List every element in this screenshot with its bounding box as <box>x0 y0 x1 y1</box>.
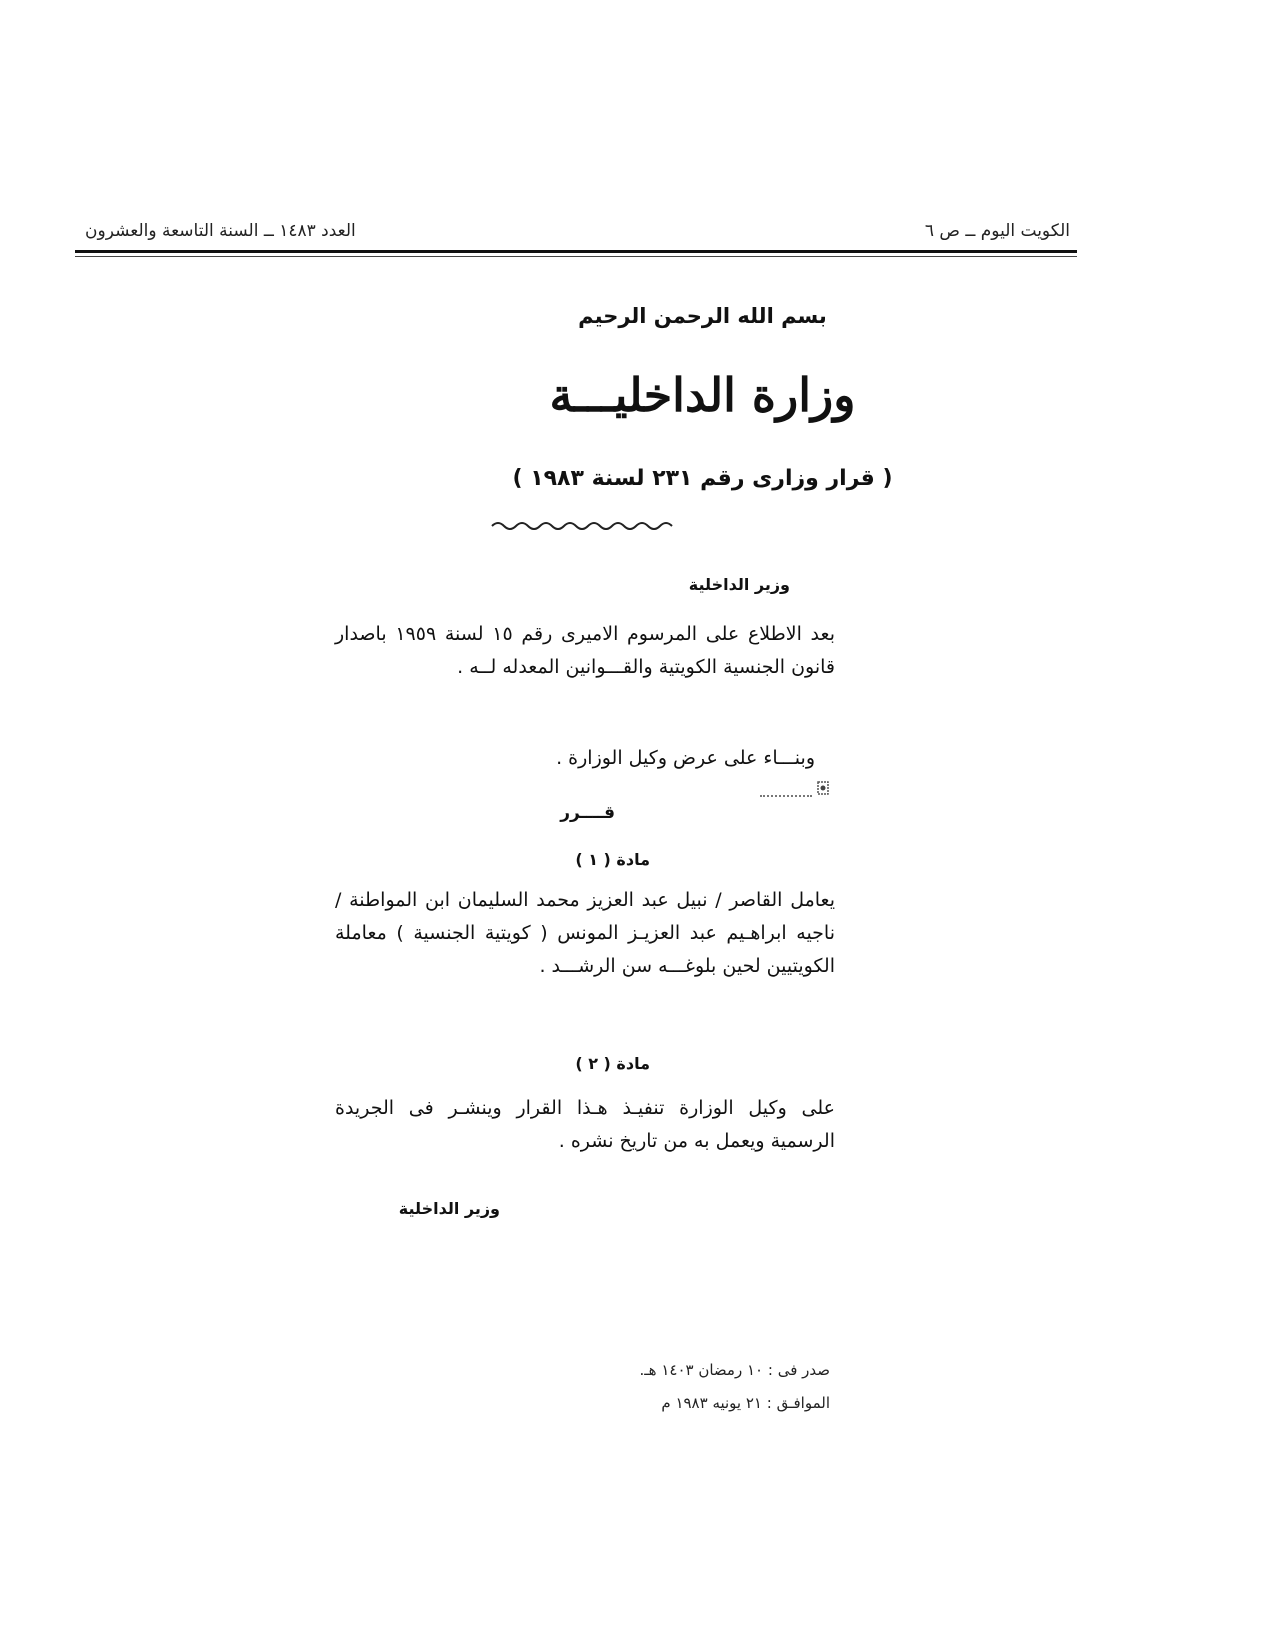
ornament-divider <box>490 520 675 530</box>
article-1-text: يعامل القاصر / نبيل عبد العزيز محمد السليمان ابن المواطنة / ناجيه ابراهـيم عبد العزيـز المونس ( كويتية الجنسية ) معاملة الكويتيين لحين بلوغـــه سن الرشـــد . <box>335 889 835 977</box>
issued-date: صدر فى : ١٠ رمضان ١٤٠٣ هـ. <box>639 1361 830 1379</box>
header-page-info: الكويت اليوم ــ ص ٦ <box>924 221 1070 241</box>
header-issue-info: العدد ١٤٨٣ ــ السنة التاسعة والعشرون <box>85 221 356 241</box>
decree-title: ( قرار وزارى رقم ٢٣١ لسنة ١٩٨٣ ) <box>512 466 893 491</box>
article-1-title: مادة ( ١ ) <box>575 850 650 869</box>
preamble-paragraph: بعد الاطلاع على المرسوم الاميرى رقم ١٥ لسنة ١٩٥٩ باصدار قانون الجنسية الكويتية والقـــوانين المعدله لــه . <box>335 623 835 678</box>
scan-artifact-dots <box>760 793 812 797</box>
basmala: بسم الله الرحمن الرحيم <box>578 304 827 328</box>
decided-heading: قــــرر <box>560 803 615 823</box>
signature-label: وزير الداخلية <box>398 1199 500 1218</box>
scan-artifact <box>817 780 829 794</box>
corresponding-date: الموافـق : ٢١ يونيه ١٩٨٣ م <box>661 1394 830 1412</box>
minister-heading: وزير الداخلية <box>688 575 790 594</box>
article-2-title: مادة ( ٢ ) <box>575 1054 650 1073</box>
header-rule <box>75 250 1077 253</box>
article-2-text: على وكيل الوزارة تنفيـذ هـذا القرار وينشـر فى الجريدة الرسمية ويعمل به من تاريخ نشره . <box>335 1097 835 1152</box>
ministry-title: وزارة الداخليـــة <box>549 368 856 422</box>
based-on-line: وبنـــاء على عرض وكيل الوزارة . <box>556 747 815 769</box>
header-rule-thin <box>75 256 1077 257</box>
